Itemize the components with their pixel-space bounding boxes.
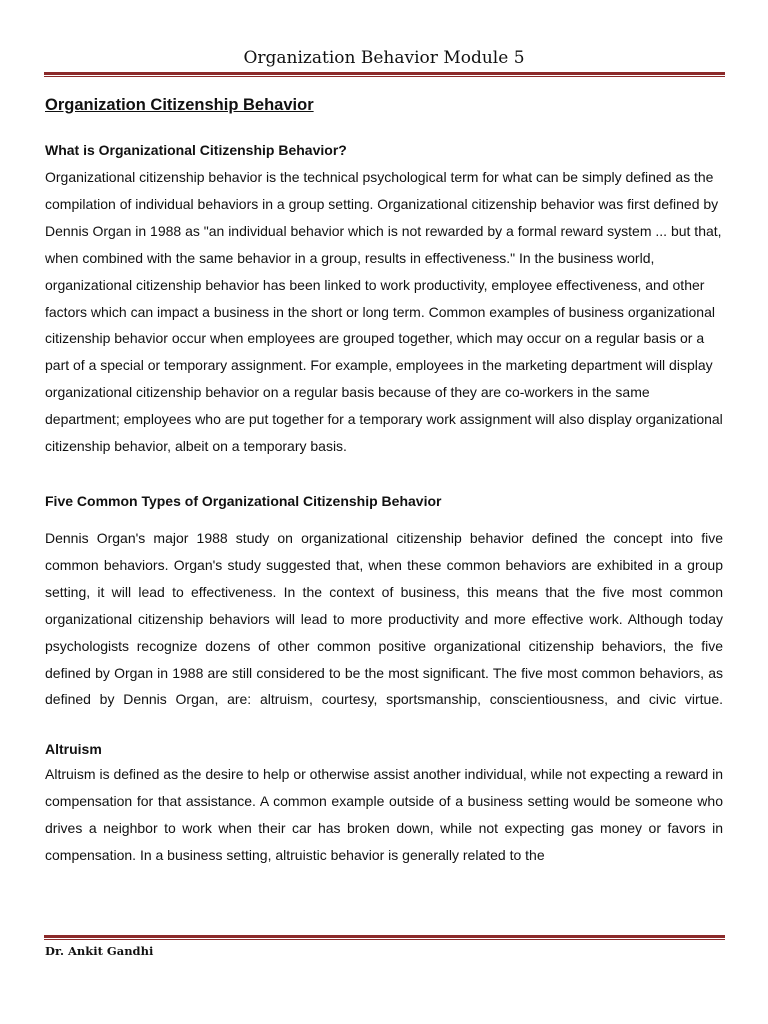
section-heading-five-types: Five Common Types of Organizational Citizenship Behavior: [45, 492, 442, 509]
section-heading-what-is-ocb: What is Organizational Citizenship Behavior?: [45, 142, 347, 158]
footer-author: Dr. Ankit Gandhi: [45, 944, 154, 958]
section-paragraph-what-is-ocb: Organizational citizenship behavior is the technical psychological term for what can be simply defined as the compilation of individual behaviors in a group setting. Organizational citizenship behavior was first defined by Dennis Organ in 1988 as "an individual behavior which is not rewarded by a formal reward system ... but that, when combined with the same behavior in a group, results in effectiveness." In the business world, organizational citizenship behavior has been linked to work productivity, employee effectiveness, and other factors which can impact a business in the short or long term. Common examples of business organizational citizenship behavior occur when employees are grouped together, which may occur on a regular basis or a part of a special or temporary assignment. For example, employees in the marketing department will display organizational citizenship behavior on a regular basis because of they are co-workers in the same department; employees who are put together for a temporary work assignment will also display organizational citizenship behavior, albeit on a temporary basis.: [45, 169, 723, 455]
page-header-title: Organization Behavior Module 5: [243, 48, 525, 68]
document-title: Organization Citizenship Behavior: [45, 96, 314, 114]
footer-divider: [44, 935, 725, 940]
section-paragraph-five-types: Dennis Organ's major 1988 study on organizational citizenship behavior defined the concept into five common behaviors. Organ's study suggested that, when these common behaviors are exhibited in a group setting, it will lead to effectiveness. In the context of business, this means that the five most common organizational citizenship behaviors will lead to more productivity and more effective work. Although today psychologists recognize dozens of other common positive organizational citizenship behaviors, the five defined by Organ in 1988 are still considered to be the most significant. The five most common behaviors, as defined by Dennis Organ, are: altruism, courtesy, sportsmanship, conscientiousness, and civic virtue.: [45, 529, 723, 708]
document-body: [45, 94, 723, 869]
section-paragraph-altruism: Altruism is defined as the desire to help or otherwise assist another individual, while not expecting a reward in compensation for that assistance. A common example outside of a business setting would be someone who drives a neighbor to work when their car has broken down, while not expecting gas money or favors in compensation. In a business setting, altruistic behavior is generally related to the: [45, 766, 723, 864]
header-divider: [44, 72, 725, 77]
section-heading-altruism: Altruism: [45, 741, 102, 758]
